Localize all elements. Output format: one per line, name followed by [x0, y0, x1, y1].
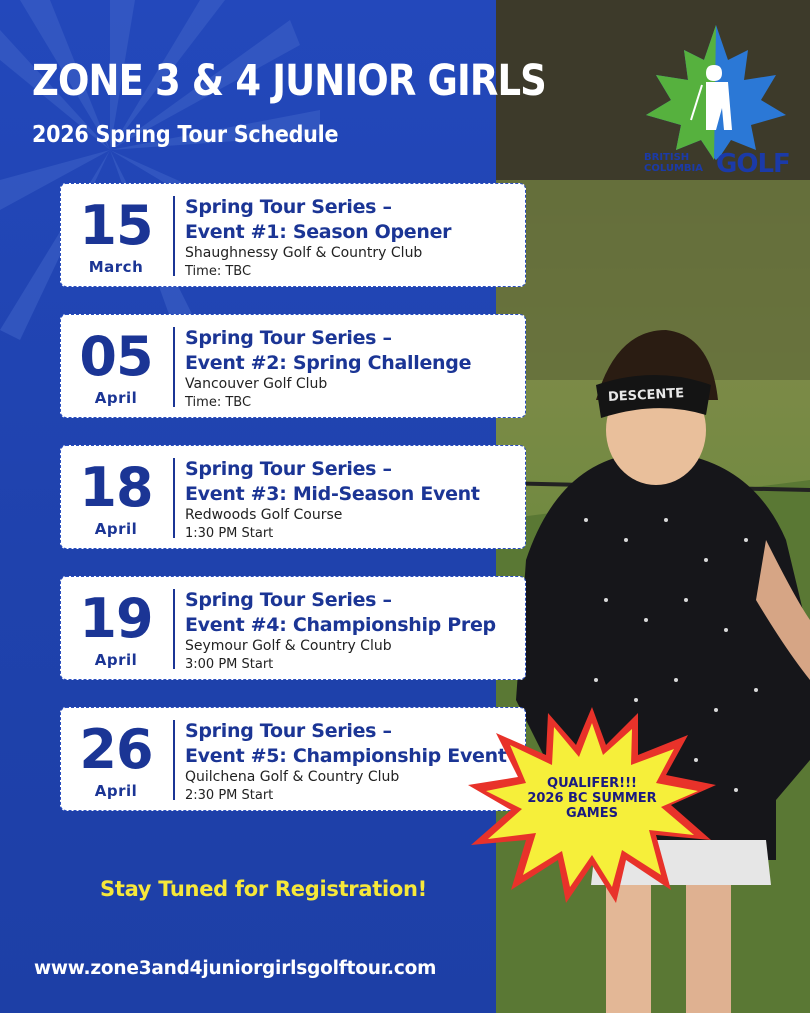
page-title: ZONE 3 & 4 JUNIOR GIRLS: [32, 56, 546, 106]
divider: [173, 589, 175, 669]
event-name: Event #4: Championship Prep: [185, 614, 496, 636]
divider: [173, 720, 175, 800]
event-month: April: [94, 651, 138, 669]
divider: [173, 327, 175, 407]
qualifier-line: QUALIFER!!!: [547, 776, 637, 791]
event-time: 3:00 PM Start: [185, 657, 274, 672]
event-card-1: [60, 183, 526, 287]
event-day: 05: [79, 325, 153, 388]
event-name: Event #3: Mid-Season Event: [185, 483, 480, 505]
event-name: Event #2: Spring Challenge: [185, 352, 472, 374]
event-venue: Quilchena Golf & Country Club: [185, 769, 400, 785]
event-time: Time: TBC: [185, 264, 252, 279]
qualifier-line: 2026 BC SUMMER: [527, 791, 657, 806]
event-date: [61, 446, 171, 548]
event-name: Event #5: Championship Event: [185, 745, 507, 767]
qualifier-line: GAMES: [566, 806, 618, 821]
event-card-3: [60, 445, 526, 549]
event-card-4: [60, 576, 526, 680]
event-day: 19: [79, 587, 153, 650]
logo-golf-word: GOLF: [716, 149, 790, 179]
event-date: [61, 315, 171, 417]
divider: [173, 458, 175, 538]
event-time: 2:30 PM Start: [185, 788, 274, 803]
event-venue: Shaughnessy Golf & Country Club: [185, 245, 423, 261]
event-day: 26: [79, 718, 153, 781]
event-venue: Vancouver Golf Club: [185, 376, 328, 392]
event-month: April: [94, 520, 138, 538]
qualifier-text: [500, 776, 684, 821]
page-subtitle: 2026 Spring Tour Schedule: [32, 122, 339, 148]
event-series: Spring Tour Series –: [185, 458, 392, 480]
divider: [173, 196, 175, 276]
logo-text: [644, 152, 703, 174]
event-date: [61, 708, 171, 810]
event-series: Spring Tour Series –: [185, 589, 392, 611]
event-series: Spring Tour Series –: [185, 327, 392, 349]
event-day: 18: [79, 456, 153, 519]
event-month: March: [88, 258, 144, 276]
event-time: Time: TBC: [185, 395, 252, 410]
website-url[interactable]: www.zone3and4juniorgirlsgolftour.com: [34, 958, 437, 979]
event-series: Spring Tour Series –: [185, 720, 392, 742]
event-card-5: [60, 707, 526, 811]
event-month: April: [94, 782, 138, 800]
visor-brand-text: DESCENTE: [607, 386, 685, 405]
stay-tuned-text: Stay Tuned for Registration!: [100, 877, 427, 901]
event-month: April: [94, 389, 138, 407]
event-time: 1:30 PM Start: [185, 526, 274, 541]
event-card-2: [60, 314, 526, 418]
event-series: Spring Tour Series –: [185, 196, 392, 218]
sunburst-rays-decoration: [0, 0, 496, 360]
event-venue: Seymour Golf & Country Club: [185, 638, 392, 654]
event-name: Event #1: Season Opener: [185, 221, 452, 243]
event-day: 15: [79, 194, 153, 257]
event-venue: Redwoods Golf Course: [185, 507, 343, 523]
logo-line-columbia: COLUMBIA: [644, 163, 704, 174]
logo-line-british: BRITISH: [644, 152, 690, 163]
event-date: [61, 577, 171, 679]
event-date: [61, 184, 171, 286]
